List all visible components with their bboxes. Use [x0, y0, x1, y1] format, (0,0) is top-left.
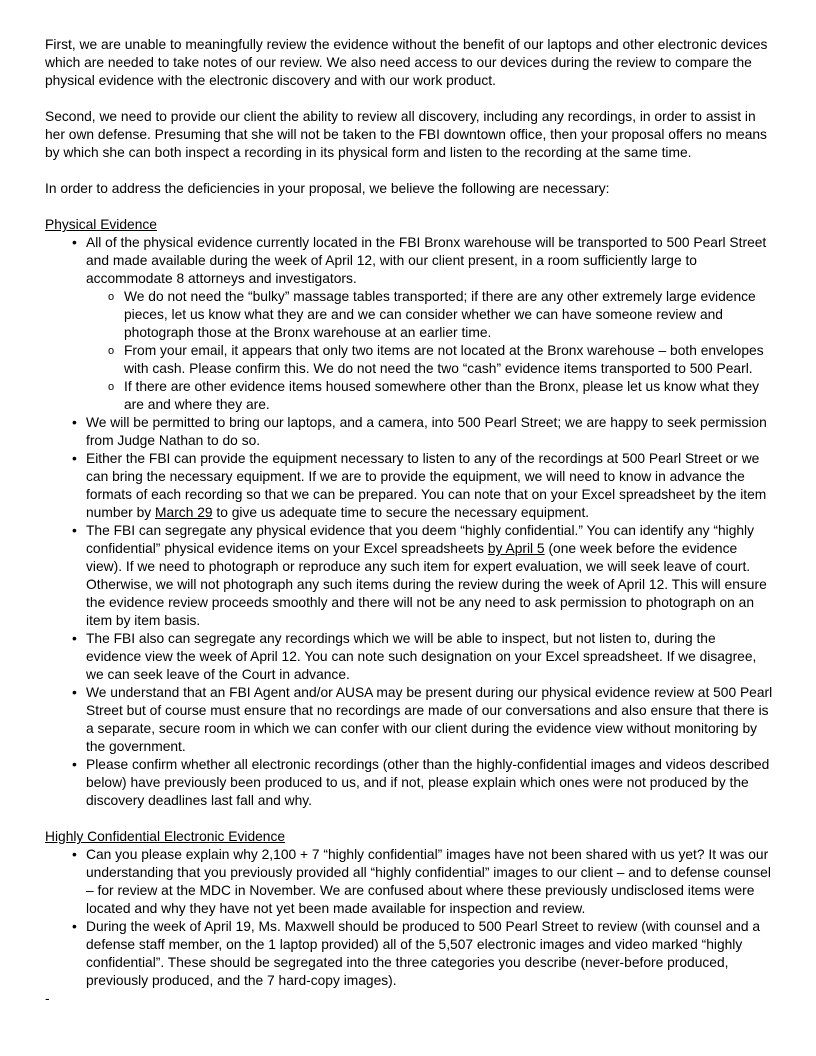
list-item	[68, 234, 774, 414]
section-heading-physical-evidence: Physical Evidence	[45, 217, 157, 232]
list-item	[68, 450, 774, 522]
list-item: • During the week of April 19, Ms. Maxwell should be produced to 500 Pearl Street to review (with counsel and a defense staff member, on the 1 laptop provided) all of the 5,507 electronic images and video marked “highly confidential”. These should be segregated into the three categories you describe (never-before produced, previously produced, and the 7 hard-copy images).	[68, 918, 774, 990]
intro-paragraph-3: In order to address the deficiencies in your proposal, we believe the following are necessary:	[45, 181, 610, 196]
list-item-text: All of the physical evidence currently located in the FBI Bronx warehouse will be transported to 500 Pearl Street and made available during the week of April 12, with our client present, in a room sufficiently large to accommodate 8 attorneys and investigators.	[86, 235, 767, 286]
physical-evidence-list	[45, 234, 774, 810]
list-item-text: to give us adequate time to secure the necessary equipment.	[212, 505, 590, 520]
underlined-deadline-march-29: March 29	[155, 505, 213, 520]
list-item	[68, 522, 774, 630]
sub-list-item: o From your email, it appears that only two items are not located at the Bronx warehouse – both envelopes with cash. Please confirm this. We do not need the two “cash” evidence items transported to 500 Pearl.	[108, 342, 774, 378]
list-item: • We will be permitted to bring our laptops, and a camera, into 500 Pearl Street; we are happy to seek permission from Judge Nathan to do so.	[68, 414, 774, 450]
sub-list-item: o We do not need the “bulky” massage tables transported; if there are any other extremely large evidence pieces, let us know what they are and we can consider whether we can have someone review and photograph those at the Bronx warehouse at an earlier time.	[108, 288, 774, 342]
confidential-evidence-list	[45, 846, 774, 990]
section-heading-highly-confidential: Highly Confidential Electronic Evidence	[45, 829, 286, 844]
sub-list-item: o If there are other evidence items housed somewhere other than the Bronx, please let us know what they are and where they are.	[108, 378, 774, 414]
list-item: • Can you please explain why 2,100 + 7 “highly confidential” images have not been shared with us yet? It was our understanding that you previously provided all “highly confidential” images to our client – and to defense counsel – for review at the MDC in November. We are confused about where these previously undisclosed items were located and why they have not yet been made available for inspection and review.	[68, 846, 774, 918]
list-item-text: (one week before the evidence view). If we need to photograph or reproduce any such item for expert evaluation, we will seek leave of court. Otherwise, we will not photograph any such items during the review during the week of April 12. This will ensure the evidence review proceeds smoothly and there will not be any need to ask permission to photograph on an item by item basis.	[86, 541, 767, 628]
list-item-text: Either the FBI can provide the equipment necessary to listen to any of the recordings at 500 Pearl Street or we can bring the necessary equipment. If we are to provide the equipment, we will need to know in advance the formats of each recording so that we can be prepared. You can note that on your Excel spreadsheet by the item number by	[86, 451, 767, 520]
intro-paragraph-1: First, we are unable to meaningfully review the evidence without the benefit of our laptops and other electronic devices which are needed to take notes of our review. We also need access to our devices during the review to compare the physical evidence with the electronic discovery and with our work product.	[45, 37, 768, 88]
underlined-deadline-april-5: by April 5	[487, 541, 545, 556]
list-item: • The FBI also can segregate any recordings which we will be able to inspect, but not listen to, during the evidence view the week of April 12. You can note such designation on your Excel spreadsheet. If we disagree, we can seek leave of the Court in advance.	[68, 630, 774, 684]
list-item: • We understand that an FBI Agent and/or AUSA may be present during our physical evidence review at 500 Pearl Street but of course must ensure that no recordings are made of our conversations and also ensure that there is a separate, secure room in which we can confer with our client during the evidence view without monitoring by the government.	[68, 684, 774, 756]
list-item: • Please confirm whether all electronic recordings (other than the highly-confidential images and videos described below) have previously been produced to us, and if not, please explain which ones were not produced by the discovery deadlines last fall and why.	[68, 756, 774, 810]
sub-list	[86, 288, 774, 414]
list-item-text: The FBI can segregate any physical evidence that you deem “highly confidential.” You can identify any “highly confidential” physical evidence items on your Excel spreadsheets	[86, 523, 755, 556]
footnote-separator-mark: -	[45, 991, 50, 1006]
intro-paragraph-2: Second, we need to provide our client the ability to review all discovery, including any recordings, in order to assist in her own defense. Presuming that she will not be taken to the FBI downtown office, then your proposal offers no means by which she can both inspect a recording in its physical form and listen to the recording at the same time.	[45, 109, 767, 160]
